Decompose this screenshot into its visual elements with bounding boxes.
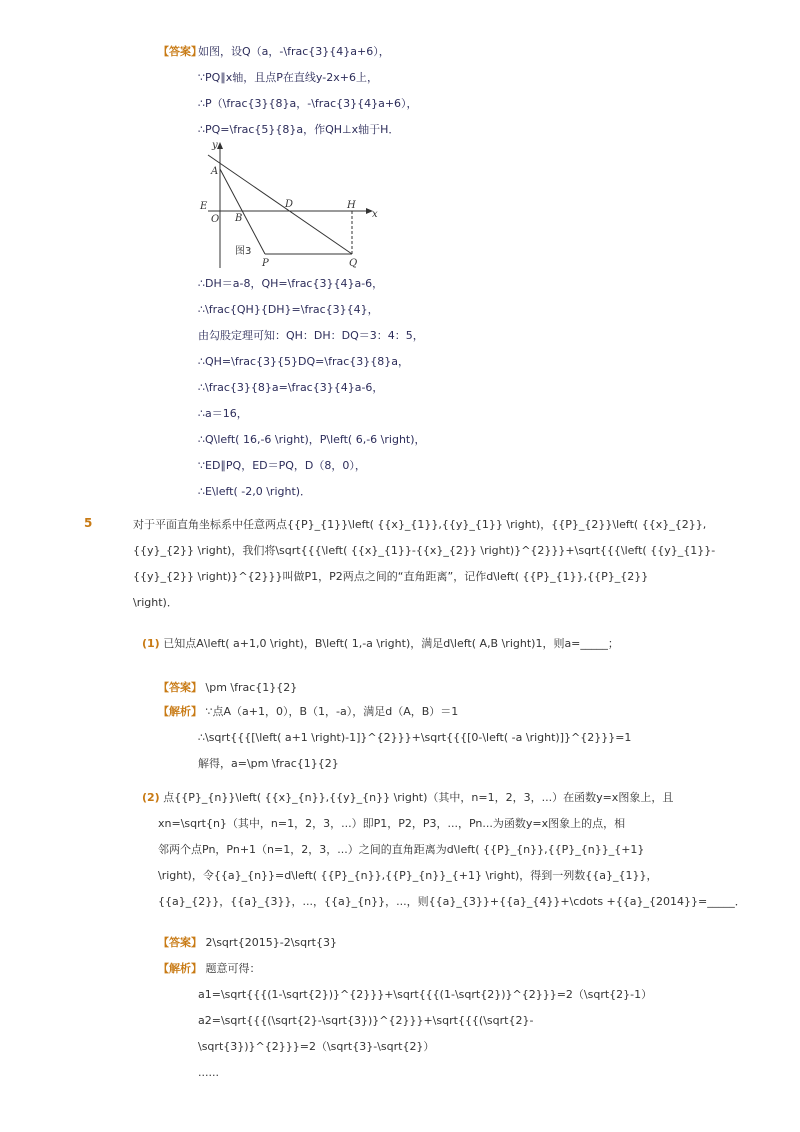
part2-analysis [158, 962, 261, 976]
question-stem-line: 对于平面直角坐标系中任意两点{{P}_{1}}\left( {{x}_{1}},{{y}_{1}} \right)，{{P}_{2}}\left( {{x}_{2}}, [133, 518, 707, 531]
part1-answer-value: \pm \frac{1}{2} [205, 681, 298, 694]
question-stem-line: \right)． [133, 596, 178, 609]
part1-analysis-line: ∴\sqrt{{{[\left( a+1 \right)-1]}^{2}}}+\sqrt{{{[0-\left( -a \right)]}^{2}}}=1 [198, 731, 632, 744]
part2-text-line: 邻两个点Pn，Pn+1（n=1，2，3，...）之间的直角距离为d\left( {{P}_{n}},{{P}_{n}}_{+1} [158, 843, 645, 856]
part2-answer-tag: 【答案】 [158, 936, 202, 949]
part2-answer [158, 936, 337, 950]
label-E: E [200, 201, 208, 212]
part2-answer-value: 2\sqrt{2015}-2\sqrt{3} [205, 936, 337, 949]
label-O: O [211, 214, 220, 225]
part2-analysis-line: 题意可得： [205, 962, 261, 975]
label-x: x [372, 209, 378, 220]
part2-text-line: {{a}_{2}}，{{a}_{3}}，...，{{a}_{n}}，...，则{{a}_{3}}+{{a}_{4}}+\cdots +{{a}_{2014}}=_____． [158, 895, 746, 908]
answer-line: ∴QH=\frac{3}{5}DQ=\frac{3}{8}a， [198, 355, 409, 368]
label-B: B [235, 213, 243, 224]
label-Q: Q [349, 258, 358, 269]
geometry-figure [198, 140, 388, 270]
answer-tag: 【答案】 [158, 45, 202, 58]
label-H: H [347, 200, 356, 211]
part2-text: 点{{P}_{n}}\left( {{x}_{n}},{{y}_{n}} \right)（其中，n=1，2，3，...）在函数y=x图象上，且 [163, 791, 674, 804]
answer-line: ∴a＝16， [198, 407, 248, 420]
part2-analysis-line: a2=\sqrt{{{(\sqrt{2}-\sqrt{3})}^{2}}}+\sqrt{{{(\sqrt{2}- [198, 1014, 534, 1027]
part1-line [142, 637, 619, 651]
part1-analysis-line: ∵点A（a+1，0），B（1，-a），满足d（A，B）＝1 [205, 705, 459, 718]
label-y: y [212, 140, 218, 151]
answer-line: 由勾股定理可知：QH：DH：DQ＝3：4：5， [198, 329, 424, 342]
part2-text-line: xn=\sqrt{n}（其中，n=1，2，3，...）即P1，P2，P3，...，Pn...为函数y=x图象上的点，相 [158, 817, 626, 830]
answer-line: ∴\frac{QH}{DH}=\frac{3}{4}， [198, 303, 379, 316]
part1-analysis [158, 705, 458, 719]
part1-analysis-tag: 【解析】 [158, 705, 202, 718]
part1-text: 已知点A\left( a+1,0 \right)，B\left( 1,-a \right)，满足d\left( A,B \right)1，则a=_____； [163, 637, 619, 650]
label-D: D [285, 199, 294, 210]
answer-line: ∴Q\left( 16,-6 \right)，P\left( 6,-6 \right)， [198, 433, 426, 446]
part2-text-line: \right)，令{{a}_{n}}=d\left( {{P}_{n}},{{P}_{n}}_{+1} \right)，得到一列数{{a}_{1}}， [158, 869, 658, 882]
label-P: P [262, 258, 269, 269]
part2-analysis-line: \sqrt{3})}^{2}}}=2（\sqrt{3}-\sqrt{2}） [198, 1040, 435, 1053]
answer-line: ∴P（\frac{3}{8}a，-\frac{3}{4}a+6）， [198, 97, 418, 110]
part1-analysis-line: 解得，a=\pm \frac{1}{2} [198, 757, 339, 770]
answer-line: ∵PQ∥x轴，且点P在直线y-2x+6上， [198, 71, 378, 84]
question-number: 5 [84, 516, 93, 530]
part2-analysis-tag: 【解析】 [158, 962, 202, 975]
figure-caption: 图3 [235, 246, 252, 257]
answer-line: ∴E\left( -2,0 \right)． [198, 485, 312, 498]
part2-mark: (2) [142, 791, 160, 804]
question-stem-line: {{y}_{2}} \right)，我们将\sqrt{{{\left( {{x}_{1}}-{{x}_{2}} \right)}^{2}}}+\sqrt{{{\left( {{y}_{1}}- [133, 544, 716, 557]
part2-analysis-line: ...... [198, 1066, 219, 1079]
line-through-A [208, 155, 352, 254]
question-stem-line: {{y}_{2}} \right)}^{2}}}叫做P1，P2两点之间的“直角距离”，记作d\left( {{P}_{1}},{{P}_{2}} [133, 570, 649, 583]
part1-answer [158, 681, 297, 695]
label-A: A [211, 166, 219, 177]
y-axis-arrow [217, 142, 223, 149]
part1-mark: (1) [142, 637, 160, 650]
answer-line: ∴\frac{3}{8}a=\frac{3}{4}a-6， [198, 381, 384, 394]
part1-answer-tag: 【答案】 [158, 681, 202, 694]
part2-line [142, 791, 673, 805]
answer-line: ∵ED∥PQ，ED＝PQ，D（8，0）， [198, 459, 366, 472]
answer-line: ∴DH＝a-8，QH=\frac{3}{4}a-6， [198, 277, 384, 290]
answer-line: ∴PQ=\frac{5}{8}a，作QH⊥x轴于H． [198, 123, 400, 136]
answer-line: 如图，设Q（a，-\frac{3}{4}a+6）， [198, 45, 390, 58]
part2-analysis-line: a1=\sqrt{{{(1-\sqrt{2})}^{2}}}+\sqrt{{{(1-\sqrt{2})}^{2}}}=2（\sqrt{2}-1） [198, 988, 653, 1001]
